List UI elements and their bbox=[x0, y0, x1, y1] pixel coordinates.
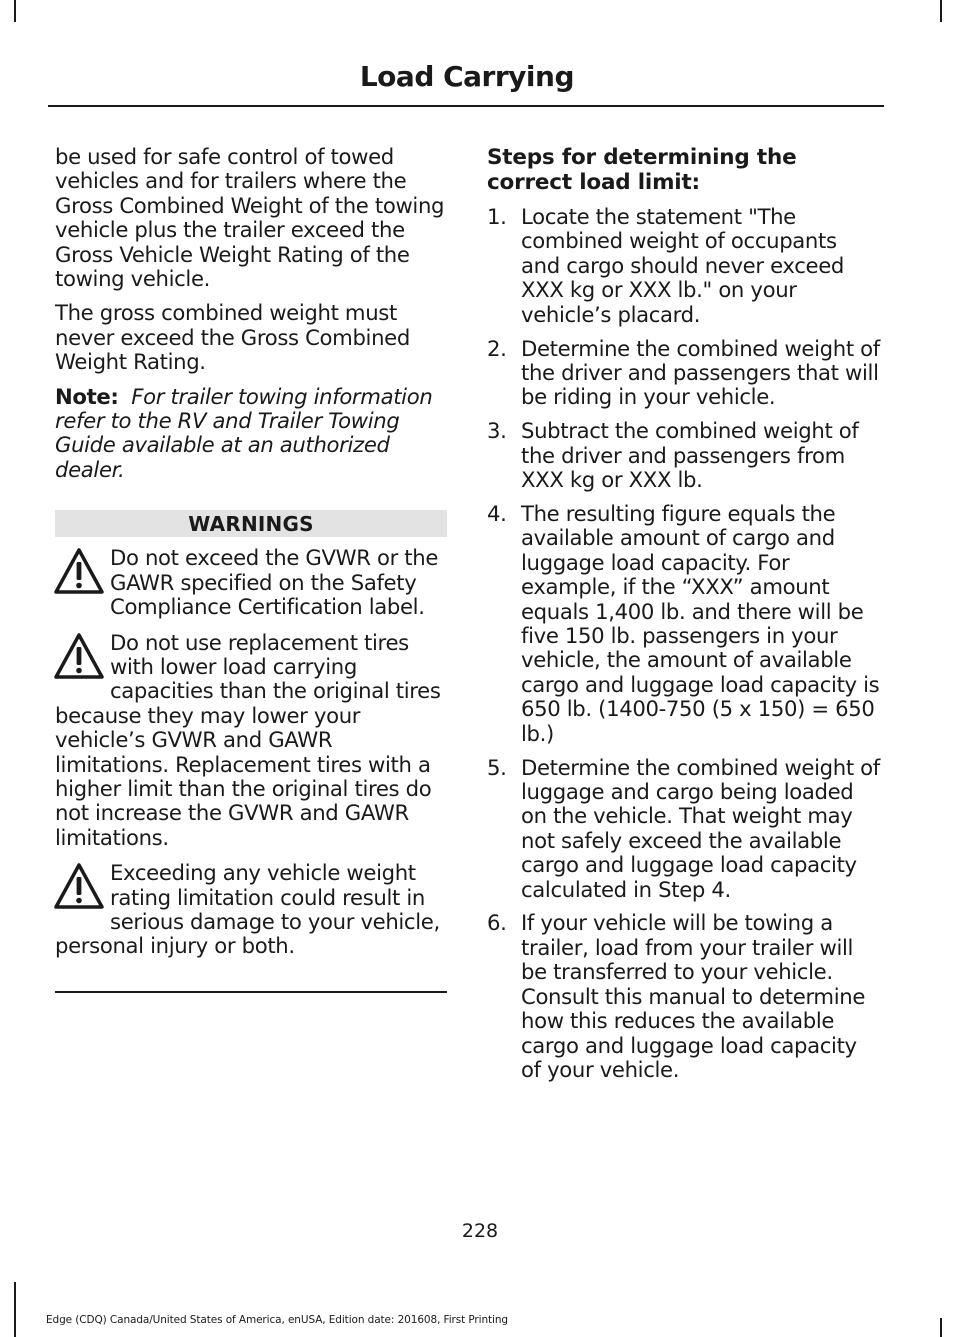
step-number: 1. bbox=[487, 204, 507, 229]
list-item bbox=[487, 911, 880, 1082]
crop-mark-top-right bbox=[940, 0, 942, 22]
step-text: Determine the combined weight of luggage and cargo being loaded on the vehicle. That weight may not safely exceed the available cargo and luggage load capacity calculated in Step 4. bbox=[521, 754, 880, 902]
step-text: If your vehicle will be towing a trailer, load from your trailer will be transferred to your vehicle. Consult this manual to determine how this reduces the available cargo and luggage load capacity of your vehicle. bbox=[521, 910, 866, 1082]
step-number: 3. bbox=[487, 418, 507, 444]
warning-triangle-icon bbox=[54, 547, 104, 595]
step-number: 5. bbox=[487, 754, 507, 780]
step-text: Determine the combined weight of the driver and passengers that will be riding in your vehicle. bbox=[521, 335, 880, 410]
list-item bbox=[487, 419, 880, 492]
step-text: Locate the statement "The combined weight of occupants and cargo should never exceed XXX kg or XXX lb." on your vehicle’s placard. bbox=[521, 204, 844, 327]
step-number: 2. bbox=[487, 335, 507, 361]
warning-text: Exceeding any vehicle weight rating limitation could result in serious damage to your vehicle, personal injury or both. bbox=[55, 860, 440, 959]
warning-text: Do not exceed the GVWR or the GAWR specified on the Safety Compliance Certification label. bbox=[110, 545, 439, 620]
warning-triangle-icon bbox=[54, 632, 104, 680]
warning-item bbox=[55, 546, 447, 619]
note-label: Note: bbox=[55, 383, 119, 409]
section-heading: Steps for determining the correct load limit: bbox=[487, 145, 797, 195]
warning-triangle-icon bbox=[54, 862, 104, 910]
step-number: 6. bbox=[487, 910, 507, 936]
list-item bbox=[487, 205, 880, 327]
paragraph: The gross combined weight must never exceed the Gross Combined Weight Rating. bbox=[55, 300, 410, 375]
warnings-title: WARNINGS bbox=[55, 510, 447, 537]
list-item bbox=[487, 502, 880, 746]
warning-item bbox=[55, 631, 447, 851]
edition-footer: Edge (CDQ) Canada/United States of America, enUSA, Edition date: 201608, First Printing bbox=[46, 1314, 508, 1326]
header-divider bbox=[48, 105, 884, 107]
left-column bbox=[55, 145, 447, 993]
page-title: Load Carrying bbox=[359, 60, 574, 93]
step-text: Subtract the combined weight of the driver and passengers from XXX kg or XXX lb. bbox=[521, 418, 859, 493]
crop-mark-bottom-left bbox=[14, 1282, 16, 1337]
paragraph: be used for safe control of towed vehicles and for trailers where the Gross Combined Weight of the towing vehicle plus the trailer exceed the Gross Vehicle Weight Rating of the towing vehicle. bbox=[55, 144, 445, 292]
step-text: The resulting figure equals the available amount of cargo and luggage load capacity. For example, if the “XXX” amount equals 1,400 lb. and there will be five 150 lb. passengers in your vehicle, the amount of available cargo and luggage load capacity is 650 lb. (1400-750 (5 x 150) = 650 lb.) bbox=[521, 500, 880, 746]
note-text: For trailer towing information refer to the RV and Trailer Towing Guide available at an authorized dealer. bbox=[55, 383, 433, 482]
crop-mark-top-left bbox=[14, 0, 16, 22]
crop-mark-bottom-right bbox=[940, 1318, 942, 1337]
warning-text: Do not use replacement tires with lower load carrying capacities than the original tires because they may lower your vehicle’s GVWR and GAWR limitations. Replacement tires with a higher limit than the original tires do not increase the GVWR and GAWR limitations. bbox=[55, 629, 441, 850]
note bbox=[55, 385, 447, 483]
list-item bbox=[487, 756, 880, 902]
warning-item bbox=[55, 861, 447, 959]
list-item bbox=[487, 337, 880, 410]
step-number: 4. bbox=[487, 500, 507, 526]
right-column bbox=[487, 145, 880, 1092]
steps-list bbox=[487, 205, 880, 1082]
page-number: 228 bbox=[461, 1220, 499, 1242]
warnings-end-divider bbox=[55, 991, 447, 993]
